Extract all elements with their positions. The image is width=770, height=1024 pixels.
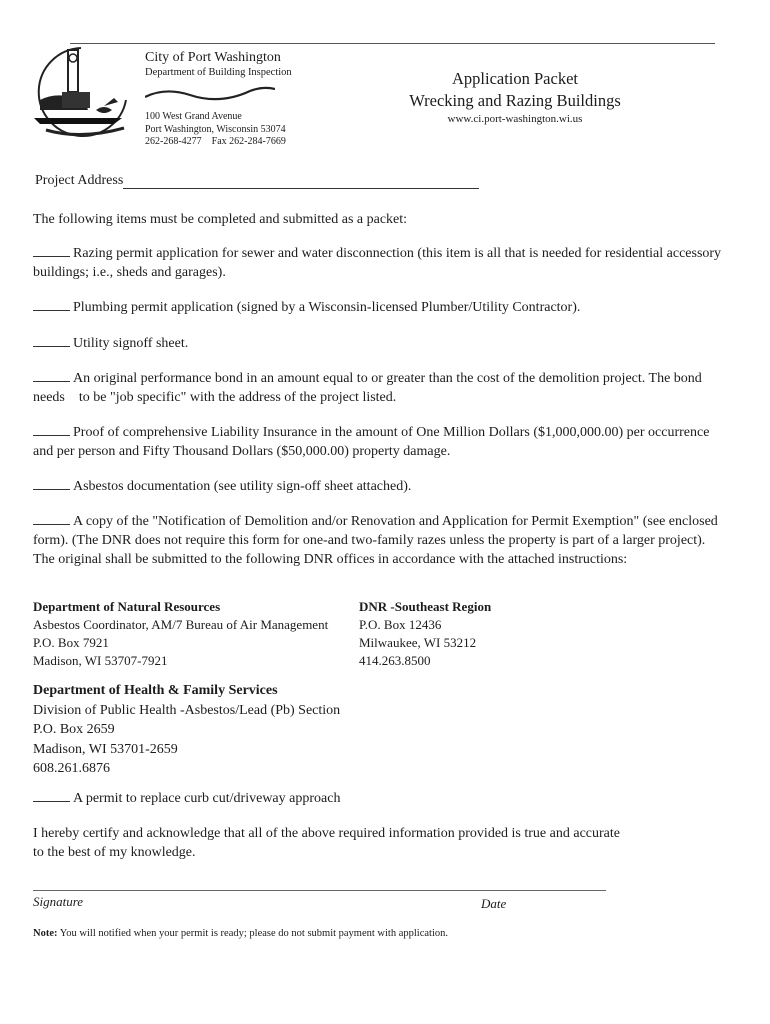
phone-number: 262-268-4277 [145,136,202,148]
intro-text: The following items must be completed and submitted as a packet: [33,212,408,227]
signature-line[interactable] [33,890,606,891]
dnr-southeast-line-1: P.O. Box 12436 [359,617,442,632]
checklist-item [33,244,723,282]
checklist-item [33,512,723,569]
item-text: A permit to replace curb cut/driveway approach [73,791,341,806]
city-seal-logo [26,40,138,140]
item-text: An original performance bond in an amount equal to or greater than the cost of the demolition project. The bond needs to be "job specific" with the address of the project listed. [33,371,706,405]
project-address-row [35,173,479,189]
checklist-item [33,477,723,496]
fax-number: Fax 262-284-7669 [211,136,286,148]
dhfs-line-4: 608.261.6876 [33,761,110,776]
dhfs-line-3: Madison, WI 53701-2659 [33,741,178,757]
project-address-field[interactable] [123,174,479,189]
checklist-item [33,789,723,808]
city-header [145,50,292,149]
dnr-southeast-line-3: 414.263.8500 [359,653,431,668]
packet-subtitle: Wrecking and Razing Buildings [409,91,621,111]
checklist-blank[interactable] [33,477,70,490]
dnr-main-line-2: P.O. Box 7921 [33,635,109,650]
certification-text: I hereby certify and acknowledge that all of the above required information provided is true and accurate to the best of my knowledge. [33,826,620,860]
item-text: Proof of comprehensive Liability Insurance in the amount of One Million Dollars ($1,000,000.00) per occurrence and per person and Fifty Thousand Dollars ($50,000.00) property damage. [33,425,710,459]
packet-title: Application Packet [451,69,578,88]
packet-header [395,68,635,125]
checklist-blank[interactable] [33,334,70,347]
checklist-blank[interactable] [33,789,70,802]
checklist-blank[interactable] [33,369,70,382]
department-name: Department of Building Inspection [145,66,292,78]
item-text: Razing permit application for sewer and water disconnection (this item is all that is needed for residential accessory buildings; i.e., sheds and garages). [33,246,722,280]
dnr-main-name: Department of Natural Resources [33,599,221,614]
checklist-item [33,334,723,353]
dhfs-line-2: P.O. Box 2659 [33,722,115,737]
checklist-blank[interactable] [33,423,70,436]
address-line-1: 100 West Grand Avenue [145,111,242,123]
checklist-item [33,298,723,317]
item-text: Plumbing permit application (signed by a Wisconsin-licensed Plumber/Utility Contractor). [73,300,581,315]
checklist-blank[interactable] [33,298,70,311]
dhfs-office [33,681,340,779]
dnr-southeast-name: DNR -Southeast Region [359,599,492,614]
date-label: Date [481,896,507,911]
header-rule [70,43,715,44]
dnr-southeast-office [359,598,491,670]
checklist-blank[interactable] [33,244,70,257]
note-text: You will notified when your permit is ready; please do not submit payment with application. [59,928,448,939]
contact-line [145,136,292,149]
checklist-item [33,369,723,407]
footer-note [33,928,448,939]
dhfs-name: Department of Health & Family Services [33,683,278,698]
wave-divider-icon [145,85,275,103]
city-name: City of Port Washington [145,50,281,65]
item-text: Asbestos documentation (see utility sign-off sheet attached). [73,479,412,494]
item-text: A copy of the "Notification of Demolition and/or Renovation and Application for Permit Exemption" (see enclosed form). (The DNR does not require this form for one-and two-family razes unless the property is part of a larger project). The original shall be submitted to the following DNR offices in accordance with the attached instructions: [33,514,718,567]
website-link[interactable]: www.ci.port-washington.wi.us [447,112,583,125]
dnr-main-line-1: Asbestos Coordinator, AM/7 Bureau of Air Management [33,617,329,632]
signature-label: Signature [33,894,84,909]
dnr-main-line-3: Madison, WI 53707-7921 [33,653,168,668]
item-text: Utility signoff sheet. [73,336,189,351]
note-label: Note: [33,928,58,939]
dhfs-line-1: Division of Public Health -Asbestos/Lead (Pb) Section [33,702,341,718]
project-address-label: Project Address [35,173,124,188]
checklist-blank[interactable] [33,512,70,525]
dnr-southeast-line-2: Milwaukee, WI 53212 [359,635,477,650]
dnr-main-office [33,598,328,670]
address-line-2: Port Washington, Wisconsin 53074 [145,123,286,135]
checklist-item [33,423,723,461]
